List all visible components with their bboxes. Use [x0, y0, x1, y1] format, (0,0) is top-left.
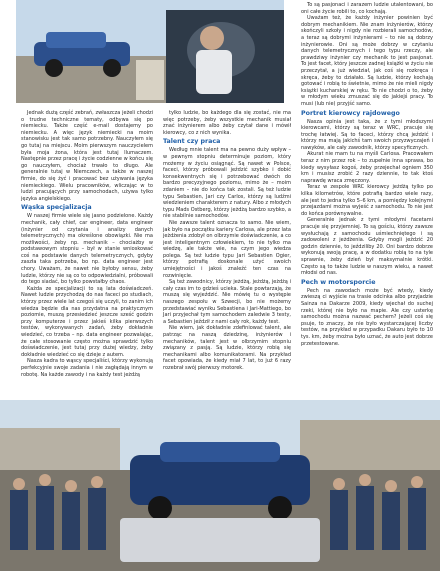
paragraph: Akurat nie mam tu na myśli Carlosa. Pracowałem teraz z nim przez rok – to zupełnie inna sprawa, bo kiedy wysyłasz kogoś, żeby przejechał ogniem 350 km i musisz zrobić 2 razy dziennie, to tak ktoś naprawdę wraca zmęczony.: [301, 151, 433, 184]
paragraph: Każda ze specjalizacji to są lata doświadczeń. Nawet ludzie przychodzą do nas faceci po studiach, którzy przez wiele lat czegoś się uczyli, to zanim ich wiedza będzie dla nas przydatna na praktycznym poziomie, muszą przesiedzieć jeszcze sześć godzin przy komputerze i przez jakieś kilka pierwszych testów, wykonywanych zadań, żeby dokładnie wiedzieć, co trzeba – np. data engineer pozwalając, że całe stosowanie często można sprawdzić tylko doświadczenie, jest tutaj przy dużej wiedzy, żeby dokładnie wiedzieć co się dzieje z autem.: [21, 285, 153, 358]
photo-rally-car-mechanics: [16, 0, 284, 103]
paragraph: Nasza opinia jest taka, że z tymi młodszymi kierowcami, którzy są teraz w WRC, pracuje się trochę łatwiej. Są to faceci, którzy chcą jeździć i którzy ma mają jakichś tam swoich przyzwyczajeń i nawyków, ale cały zawodnik, którzy specyficznych.: [301, 118, 433, 151]
paragraph: Nie wiem, jak dokładnie zdefiniować talent, ale patrząc na naszą dziedzinę, inżynierów i mechaników, talent jest w olbrzymim stopniu związany z pasją. Są ludzie, którzy robią się mechanikami albo komunikatorami. Na przykład facet opowiada, że kiedy miał 7 lat, to już 6 razy rozebrał swój pierwszy motorek.: [163, 325, 291, 371]
paragraph: Teraz w zespole WRC kierowcy jeżdżą tylko po kilka kilometrów, które potrafią bardzo wiele razy, ale jest to jedna tylko 5–6 km, a pomiędzy kolejnymi przejazdami można wyjeść z samochodu. To nie jest do końca porównywalne.: [301, 184, 433, 217]
paragraph: Jednak dużą część zebrań, zwłaszcza jeżeli chodzi o trudne techniczne tematy, odbywa się po niemiecku. Także część e-mail dostajemy po niemiecku. A więc język niemiecki na moim stanowisku jest tak samo potrzebny. Nauczyłem się go tutaj na miejscu. Moim pierwszym nauczycielem była moja żona, która jest tutaj Ilumaczem. Następnie przez pracę i życie codzienne w końcu się go nauczyłem, chociaż trwało to długo. Ale generalnie tutaj w Niemczech, a także w naszej firmie, do się żyć i pracować bez używania języka niemieckiego. Wielu pracowników, wliczając w to ludzi pracujących przy samochodach, używa tylko języka angielskiego.: [21, 110, 153, 202]
paragraph: Pech na zawodach może być wtedy, kiedy zwieszą ci wyjście na trasie odcinka albo przyjadzie Sainza na Dakarze 2009, kiedy wjechał do suchej rzeki, której nie było na mapie. Ale czy usterkę samochodu można nazwać pechem? Jeżeli coś się psuje, to znaczy, że nie było wystarczającej liczby testów, na przykład w przypadku Dakaru było to 10 tys. km, żeby można było uznać, że auto jest dobrze przetestowane.: [301, 287, 433, 347]
section-heading: Pech w motorsporcie: [301, 278, 376, 286]
paragraph: Nasza kadra to wąscy specjaliści, którzy wykonują perfekcyjnie swoje zadania i nie zagłądają innym w robotę. Na każde zawody i na każdy test jeżdżą: [21, 358, 153, 378]
section-heading: Wąska specjalizacja: [21, 204, 92, 212]
photo-team-group: [0, 400, 440, 571]
photo-top-illustration: [16, 0, 284, 103]
photo-bottom-illustration: [0, 400, 440, 571]
paragraph: Uważam też, że każdy inżynier powinien być dobrym mechanikiem. Nie znam inżynierów, którzy skończyli szkoły i nigdy nie rozbierali samochodów, a teraz są dobrymi inżynierami – to nie są dobrzy inżynierowie. Oni są może dobrzy w czytaniu danych telemetrycznych i tego typu rzeczy, ale prawdziwy inżynier czy mechanik to jest pasjonat. To jest facet, który jeszcze zadnej książki w życiu nie przeczytał, a już wiedział, jak coś się rozkręca i skręca, żeby to działało. Są ludzie, którzy kochają gotować i robią to świetnie, mimo że nie mieli nigdy książki kucharskiej w ręku. To nie chodzi o to, żeby w młodym wieku zmuszać się do jakiejś pracy. To musi (lub nie) przyjść samo.: [301, 15, 433, 107]
paragraph: Są też zawodnicy, którzy jeżdżą, jeżdżą, jeżdżą i cały czas im to gdzieś ucieka. Stale powtarzają, że muszą się wyjeździć. Nie mówię tu o występie naszego zespołu w Szwecji, bo nie możemy przedstawiać wyniku Sebastiena i Jari-Mattiego, bo Jari przyjechał tym samochodem zaledwie 3 testy, a Sebastien jeździł z nami cały rok, każdy test.: [163, 279, 291, 325]
article-column-2: [163, 110, 291, 372]
article-column-3: [301, 2, 433, 347]
section-heading: Portret kierowcy rajdowego: [301, 109, 400, 117]
section-heading: Talent czy praca: [163, 138, 221, 146]
paragraph: Nie zawsze talent oznacza to samo. Nie wiem, jak było na początku kariery Carlosa, ale przez lata jeżdżenia zdobył on olbrzymie doświadczenie, a co jest inteligentnym człowiekiem, to nie tylko ma wiedzę, ale także wie, na czym jego wiedza polega. Są też ludzie typu Jari Sebastien Ogier, którzy potrafią doskonale użyć swoich umiejętności i jakoś znaleźć ten czas na rozwinięcie.: [163, 219, 291, 279]
paragraph: Według mnie talent ma na pewno duży wpływ – w pewnym stopniu determinuje poziom, który możemy w życiu osiągnąć. Są nawet w Polsce, faceci, którzy próbowali jeździć szybko i dobić konsekwentnych się i potrzebować dwóch do bardzo precyzyjnego poziomu, mimo że – moim zdaniem – nie do końca tak zostali. Są też ludzie typu Sebastien, Jari czy Carlos, którzy są ludźmi wiedzieniem charakterem z natury. Albo z młodych typu Mads Ostberg, którzy jeżdżą bardzo szybko, a nie stabilnie samochodów.: [163, 147, 291, 220]
paragraph: To są pasjonaci i zarazem ludzie utalentowani, bo oni całe życie robili to, co kochają.: [301, 2, 433, 15]
article-column-1: [21, 110, 153, 378]
paragraph: Generalnie jednak z tymi młodymi facetami pracuje się przyjemniej. To są gościu, którzy zawsze wysłuchają z samochodu uśmiechniętego i są zadowoleni z jeżdżenia. Gdyby mogli jeździć 20 godzin dziennie, to jeździliby 20. Oni bardzo dobrze wykonują swoją pracę, a w dodatku robią to na tyle sprawnie, żeby dzień był maksymalnie krótki. Często są to także ludzie w naszym wieku, a nawet młodsi od nas.: [301, 217, 433, 277]
paragraph: W naszej firmie wiele się jasno podzielone. Każdy mechanik, cały chief, car engineer, data engineer (inżynier od czytania i analizy danych telemetrycznych) ma określone obowiązki. Nie ma możliwości, żeby np. mechanik – chociażby w podstawowym stopniu – był w stanie wnioskować coś na podstawie danych telemetrycznych, gdyby zaszła taka potrzeba, bo np. data engineer jest chory. Uważam, że nawet nie byłoby sensu, żeby ludzie, którzy nie są co to odpowiedzialni, próbowali do tego siadać, bo tylko powstałby chaos.: [21, 213, 153, 286]
paragraph: tylko ludzie, bo każdego dla się zostać, nie ma więc potrzeby, żeby wszystkie mechanik musiał znać inżynierem albo żeby czytał dane i mówił kierowcy, co z nich wynika.: [163, 110, 291, 136]
